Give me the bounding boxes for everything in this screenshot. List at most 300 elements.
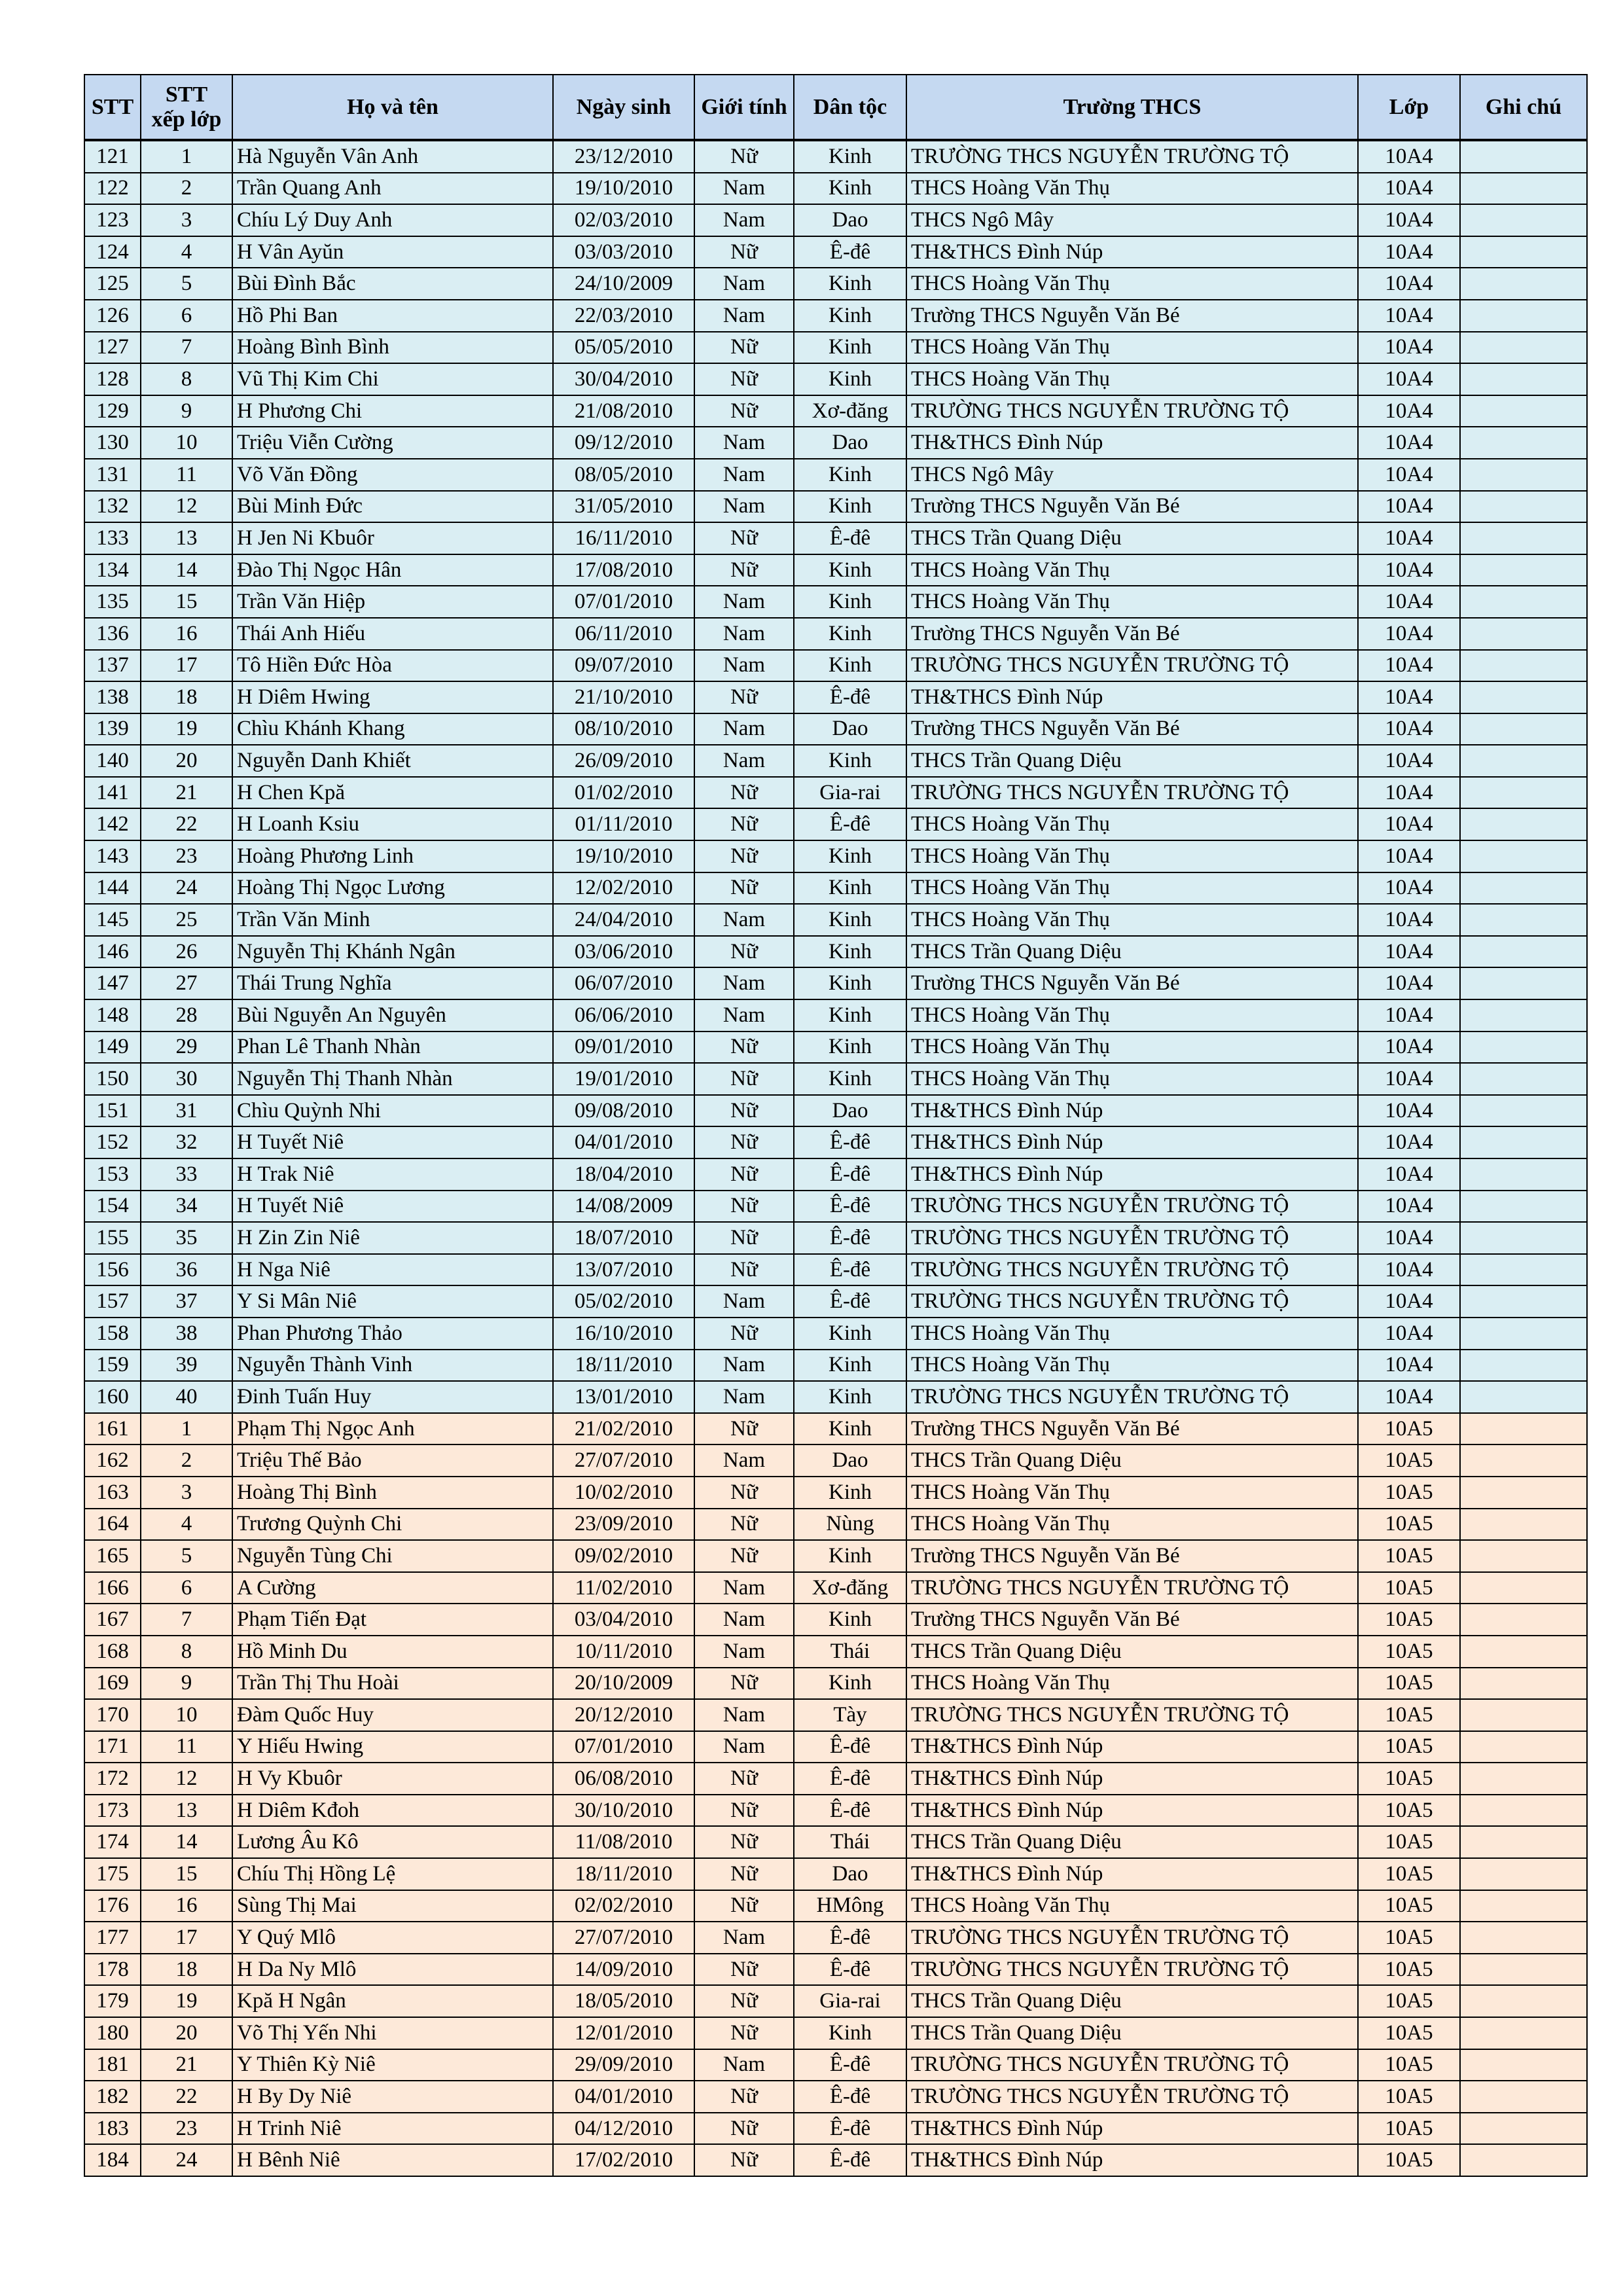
cell-lop: 10A5 xyxy=(1358,1922,1460,1954)
cell-ghi-chu xyxy=(1460,332,1587,364)
cell-ho-ten: Kpă H Ngân xyxy=(232,1985,553,2017)
header-dan-toc: Dân tộc xyxy=(794,75,906,140)
cell-ho-ten: H Vân Ayŭn xyxy=(232,236,553,268)
cell-truong-thcs: THCS Hoàng Văn Thụ xyxy=(906,872,1358,905)
header-truong-thcs: Trường THCS xyxy=(906,75,1358,140)
cell-ngay-sinh: 03/06/2010 xyxy=(553,936,694,968)
cell-stt: 141 xyxy=(84,777,141,809)
cell-ho-ten: Đào Thị Ngọc Hân xyxy=(232,554,553,586)
cell-lop: 10A4 xyxy=(1358,395,1460,427)
table-row xyxy=(84,1126,1587,1158)
cell-dan-toc: Kinh xyxy=(794,173,906,205)
cell-stt: 132 xyxy=(84,491,141,523)
table-row xyxy=(84,363,1587,395)
cell-lop: 10A5 xyxy=(1358,1763,1460,1795)
cell-gioi-tinh: Nam xyxy=(694,713,794,745)
cell-dan-toc: Kinh xyxy=(794,1063,906,1095)
cell-stt: 126 xyxy=(84,300,141,332)
cell-dan-toc: Kinh xyxy=(794,872,906,905)
cell-gioi-tinh: Nữ xyxy=(694,332,794,364)
cell-lop: 10A4 xyxy=(1358,554,1460,586)
cell-lop: 10A5 xyxy=(1358,1795,1460,1827)
cell-stt-xep-lop: 11 xyxy=(141,1731,232,1763)
cell-stt: 164 xyxy=(84,1509,141,1541)
cell-stt: 168 xyxy=(84,1636,141,1668)
cell-stt-xep-lop: 19 xyxy=(141,713,232,745)
table-row xyxy=(84,650,1587,682)
cell-lop: 10A5 xyxy=(1358,1572,1460,1604)
cell-ho-ten: Võ Thị Yến Nhi xyxy=(232,2017,553,2049)
table-row xyxy=(84,332,1587,364)
table-row xyxy=(84,300,1587,332)
cell-dan-toc: Kinh xyxy=(794,1381,906,1413)
cell-lop: 10A4 xyxy=(1358,808,1460,840)
cell-stt: 151 xyxy=(84,1095,141,1127)
table-row xyxy=(84,491,1587,523)
cell-dan-toc: Kinh xyxy=(794,618,906,650)
cell-stt-xep-lop: 4 xyxy=(141,236,232,268)
cell-stt-xep-lop: 12 xyxy=(141,491,232,523)
cell-stt: 181 xyxy=(84,2049,141,2081)
cell-stt-xep-lop: 18 xyxy=(141,681,232,713)
cell-ngay-sinh: 05/05/2010 xyxy=(553,332,694,364)
cell-truong-thcs: TRƯỜNG THCS NGUYỄN TRƯỜNG TỘ xyxy=(906,1191,1358,1223)
cell-lop: 10A4 xyxy=(1358,363,1460,395)
cell-ho-ten: Đinh Tuấn Huy xyxy=(232,1381,553,1413)
cell-stt: 150 xyxy=(84,1063,141,1095)
cell-gioi-tinh: Nữ xyxy=(694,2017,794,2049)
cell-stt: 142 xyxy=(84,808,141,840)
cell-ho-ten: Phan Lê Thanh Nhàn xyxy=(232,1031,553,1064)
cell-ngay-sinh: 19/10/2010 xyxy=(553,840,694,872)
cell-truong-thcs: THCS Trần Quang Diệu xyxy=(906,936,1358,968)
table-row xyxy=(84,1222,1587,1254)
cell-lop: 10A4 xyxy=(1358,999,1460,1031)
table-row xyxy=(84,427,1587,459)
cell-dan-toc: Ê-đê xyxy=(794,1731,906,1763)
cell-ho-ten: H Nga Niê xyxy=(232,1254,553,1286)
cell-stt: 144 xyxy=(84,872,141,905)
cell-ghi-chu xyxy=(1460,1413,1587,1445)
cell-gioi-tinh: Nam xyxy=(694,173,794,205)
cell-ho-ten: Phạm Tiến Đạt xyxy=(232,1604,553,1636)
cell-stt-xep-lop: 1 xyxy=(141,1413,232,1445)
table-row xyxy=(84,459,1587,491)
table-row xyxy=(84,2049,1587,2081)
cell-stt: 162 xyxy=(84,1444,141,1477)
cell-stt-xep-lop: 26 xyxy=(141,936,232,968)
cell-stt-xep-lop: 15 xyxy=(141,1858,232,1890)
cell-truong-thcs: TH&THCS Đình Núp xyxy=(906,1763,1358,1795)
cell-lop: 10A5 xyxy=(1358,1477,1460,1509)
cell-dan-toc: Ê-đê xyxy=(794,1254,906,1286)
cell-stt-xep-lop: 2 xyxy=(141,1444,232,1477)
cell-ngay-sinh: 06/08/2010 xyxy=(553,1763,694,1795)
table-row xyxy=(84,840,1587,872)
cell-ngay-sinh: 21/02/2010 xyxy=(553,1413,694,1445)
cell-gioi-tinh: Nam xyxy=(694,427,794,459)
cell-truong-thcs: TRƯỜNG THCS NGUYỄN TRƯỜNG TỘ xyxy=(906,1285,1358,1318)
table-row xyxy=(84,1890,1587,1922)
cell-lop: 10A4 xyxy=(1358,713,1460,745)
cell-lop: 10A4 xyxy=(1358,1318,1460,1350)
cell-stt: 175 xyxy=(84,1858,141,1890)
cell-ngay-sinh: 27/07/2010 xyxy=(553,1444,694,1477)
cell-stt-xep-lop: 14 xyxy=(141,554,232,586)
cell-ho-ten: Thái Trung Nghĩa xyxy=(232,967,553,999)
table-row xyxy=(84,1922,1587,1954)
cell-stt: 149 xyxy=(84,1031,141,1064)
cell-dan-toc: Kinh xyxy=(794,1318,906,1350)
cell-stt: 182 xyxy=(84,2081,141,2113)
cell-ghi-chu xyxy=(1460,395,1587,427)
cell-ho-ten: H Bênh Niê xyxy=(232,2144,553,2176)
cell-ngay-sinh: 23/09/2010 xyxy=(553,1509,694,1541)
cell-stt: 159 xyxy=(84,1350,141,1382)
cell-truong-thcs: TH&THCS Đình Núp xyxy=(906,681,1358,713)
cell-lop: 10A4 xyxy=(1358,745,1460,777)
cell-stt: 163 xyxy=(84,1477,141,1509)
cell-ho-ten: Chíu Thị Hồng Lệ xyxy=(232,1858,553,1890)
cell-ho-ten: Hoàng Thị Ngọc Lương xyxy=(232,872,553,905)
cell-ngay-sinh: 08/05/2010 xyxy=(553,459,694,491)
cell-lop: 10A4 xyxy=(1358,777,1460,809)
cell-ho-ten: Bùi Minh Đức xyxy=(232,491,553,523)
cell-ho-ten: Trần Thị Thu Hoài xyxy=(232,1668,553,1700)
cell-stt: 173 xyxy=(84,1795,141,1827)
cell-lop: 10A4 xyxy=(1358,140,1460,173)
table-row xyxy=(84,936,1587,968)
table-row xyxy=(84,2017,1587,2049)
table-row xyxy=(84,1668,1587,1700)
cell-truong-thcs: TH&THCS Đình Núp xyxy=(906,1126,1358,1158)
cell-lop: 10A5 xyxy=(1358,1699,1460,1731)
cell-stt-xep-lop: 38 xyxy=(141,1318,232,1350)
cell-dan-toc: Dao xyxy=(794,713,906,745)
cell-stt: 160 xyxy=(84,1381,141,1413)
header-stt-xep-lop xyxy=(141,75,232,140)
table-row xyxy=(84,1858,1587,1890)
cell-dan-toc: Kinh xyxy=(794,268,906,300)
cell-stt-xep-lop: 21 xyxy=(141,2049,232,2081)
cell-truong-thcs: TH&THCS Đình Núp xyxy=(906,2144,1358,2176)
cell-ho-ten: Hoàng Bình Bình xyxy=(232,332,553,364)
cell-dan-toc: Xơ-đăng xyxy=(794,395,906,427)
cell-truong-thcs: TRƯỜNG THCS NGUYỄN TRƯỜNG TỘ xyxy=(906,1254,1358,1286)
cell-ghi-chu xyxy=(1460,1285,1587,1318)
cell-ho-ten: Bùi Đình Bắc xyxy=(232,268,553,300)
cell-stt-xep-lop: 39 xyxy=(141,1350,232,1382)
cell-gioi-tinh: Nữ xyxy=(694,2144,794,2176)
cell-gioi-tinh: Nữ xyxy=(694,936,794,968)
cell-ghi-chu xyxy=(1460,586,1587,618)
cell-ghi-chu xyxy=(1460,1922,1587,1954)
cell-stt: 153 xyxy=(84,1158,141,1191)
cell-gioi-tinh: Nam xyxy=(694,1572,794,1604)
cell-gioi-tinh: Nữ xyxy=(694,1126,794,1158)
cell-stt: 152 xyxy=(84,1126,141,1158)
cell-ghi-chu xyxy=(1460,777,1587,809)
cell-ghi-chu xyxy=(1460,427,1587,459)
cell-truong-thcs: THCS Hoàng Văn Thụ xyxy=(906,363,1358,395)
table-row xyxy=(84,1699,1587,1731)
cell-ghi-chu xyxy=(1460,1731,1587,1763)
cell-ho-ten: H Trak Niê xyxy=(232,1158,553,1191)
cell-dan-toc: Ê-đê xyxy=(794,1285,906,1318)
cell-ho-ten: Chìu Quỳnh Nhi xyxy=(232,1095,553,1127)
cell-ngay-sinh: 26/09/2010 xyxy=(553,745,694,777)
cell-lop: 10A5 xyxy=(1358,1668,1460,1700)
table-row xyxy=(84,1350,1587,1382)
cell-ngay-sinh: 17/08/2010 xyxy=(553,554,694,586)
cell-ho-ten: Trần Văn Hiệp xyxy=(232,586,553,618)
cell-stt-xep-lop: 8 xyxy=(141,363,232,395)
cell-truong-thcs: Trường THCS Nguyễn Văn Bé xyxy=(906,1540,1358,1572)
table-row xyxy=(84,967,1587,999)
cell-dan-toc: Ê-đê xyxy=(794,1922,906,1954)
cell-gioi-tinh: Nữ xyxy=(694,2081,794,2113)
cell-gioi-tinh: Nam xyxy=(694,1285,794,1318)
cell-stt: 130 xyxy=(84,427,141,459)
cell-ghi-chu xyxy=(1460,681,1587,713)
cell-stt-xep-lop: 22 xyxy=(141,808,232,840)
table-row xyxy=(84,268,1587,300)
cell-dan-toc: Ê-đê xyxy=(794,522,906,554)
cell-dan-toc: Ê-đê xyxy=(794,681,906,713)
cell-ngay-sinh: 18/11/2010 xyxy=(553,1350,694,1382)
cell-gioi-tinh: Nam xyxy=(694,650,794,682)
cell-ghi-chu xyxy=(1460,1890,1587,1922)
cell-dan-toc: Kinh xyxy=(794,1668,906,1700)
cell-ghi-chu xyxy=(1460,554,1587,586)
cell-truong-thcs: THCS Hoàng Văn Thụ xyxy=(906,1668,1358,1700)
cell-lop: 10A4 xyxy=(1358,1031,1460,1064)
cell-stt: 166 xyxy=(84,1572,141,1604)
cell-stt-xep-lop: 17 xyxy=(141,650,232,682)
cell-ghi-chu xyxy=(1460,1763,1587,1795)
cell-ghi-chu xyxy=(1460,1826,1587,1858)
cell-lop: 10A5 xyxy=(1358,2017,1460,2049)
cell-stt-xep-lop: 9 xyxy=(141,395,232,427)
cell-lop: 10A4 xyxy=(1358,427,1460,459)
cell-truong-thcs: Trường THCS Nguyễn Văn Bé xyxy=(906,1413,1358,1445)
cell-ngay-sinh: 05/02/2010 xyxy=(553,1285,694,1318)
cell-ho-ten: H Tuyết Niê xyxy=(232,1191,553,1223)
header-lop: Lớp xyxy=(1358,75,1460,140)
student-list-table xyxy=(84,74,1588,2177)
cell-ghi-chu xyxy=(1460,1509,1587,1541)
cell-dan-toc: Tày xyxy=(794,1699,906,1731)
cell-dan-toc: Kinh xyxy=(794,650,906,682)
header-ngay-sinh: Ngày sinh xyxy=(553,75,694,140)
cell-truong-thcs: THCS Hoàng Văn Thụ xyxy=(906,173,1358,205)
cell-dan-toc: Kinh xyxy=(794,1350,906,1382)
cell-ghi-chu xyxy=(1460,872,1587,905)
cell-lop: 10A4 xyxy=(1358,681,1460,713)
cell-ngay-sinh: 04/12/2010 xyxy=(553,2113,694,2145)
cell-ghi-chu xyxy=(1460,967,1587,999)
cell-stt: 177 xyxy=(84,1922,141,1954)
header-ghi-chu: Ghi chú xyxy=(1460,75,1587,140)
cell-lop: 10A5 xyxy=(1358,1636,1460,1668)
cell-ghi-chu xyxy=(1460,522,1587,554)
cell-ngay-sinh: 09/02/2010 xyxy=(553,1540,694,1572)
cell-gioi-tinh: Nam xyxy=(694,459,794,491)
cell-truong-thcs: TRƯỜNG THCS NGUYỄN TRƯỜNG TỘ xyxy=(906,1572,1358,1604)
cell-lop: 10A5 xyxy=(1358,2049,1460,2081)
cell-ghi-chu xyxy=(1460,1604,1587,1636)
cell-ho-ten: H Diêm Kđoh xyxy=(232,1795,553,1827)
cell-truong-thcs: TH&THCS Đình Núp xyxy=(906,427,1358,459)
cell-stt-xep-lop: 10 xyxy=(141,1699,232,1731)
cell-gioi-tinh: Nam xyxy=(694,204,794,236)
cell-ghi-chu xyxy=(1460,2081,1587,2113)
cell-ho-ten: H By Dy Niê xyxy=(232,2081,553,2113)
cell-stt-xep-lop: 7 xyxy=(141,332,232,364)
cell-gioi-tinh: Nam xyxy=(694,904,794,936)
cell-stt: 147 xyxy=(84,967,141,999)
cell-dan-toc: Ê-đê xyxy=(794,1795,906,1827)
cell-ghi-chu xyxy=(1460,300,1587,332)
cell-truong-thcs: Trường THCS Nguyễn Văn Bé xyxy=(906,618,1358,650)
cell-ho-ten: Nguyễn Thành Vinh xyxy=(232,1350,553,1382)
cell-ngay-sinh: 31/05/2010 xyxy=(553,491,694,523)
cell-lop: 10A5 xyxy=(1358,1731,1460,1763)
table-row xyxy=(84,999,1587,1031)
cell-lop: 10A4 xyxy=(1358,459,1460,491)
cell-truong-thcs: THCS Trần Quang Diệu xyxy=(906,1444,1358,1477)
cell-dan-toc: Ê-đê xyxy=(794,2113,906,2145)
cell-stt-xep-lop: 19 xyxy=(141,1985,232,2017)
cell-ngay-sinh: 17/02/2010 xyxy=(553,2144,694,2176)
cell-ngay-sinh: 23/12/2010 xyxy=(553,140,694,173)
cell-stt: 122 xyxy=(84,173,141,205)
cell-stt-xep-lop: 40 xyxy=(141,1381,232,1413)
cell-ho-ten: Nguyễn Thị Khánh Ngân xyxy=(232,936,553,968)
cell-dan-toc: Ê-đê xyxy=(794,2081,906,2113)
cell-lop: 10A4 xyxy=(1358,618,1460,650)
cell-ghi-chu xyxy=(1460,236,1587,268)
cell-ghi-chu xyxy=(1460,936,1587,968)
table-header xyxy=(84,75,1587,140)
cell-stt-xep-lop: 13 xyxy=(141,1795,232,1827)
cell-gioi-tinh: Nam xyxy=(694,1731,794,1763)
table-row xyxy=(84,1985,1587,2017)
table-row xyxy=(84,1763,1587,1795)
cell-stt-xep-lop: 12 xyxy=(141,1763,232,1795)
cell-ghi-chu xyxy=(1460,1985,1587,2017)
cell-ghi-chu xyxy=(1460,1254,1587,1286)
cell-dan-toc: Kinh xyxy=(794,491,906,523)
table-row xyxy=(84,904,1587,936)
table-row xyxy=(84,618,1587,650)
cell-ngay-sinh: 12/02/2010 xyxy=(553,872,694,905)
table-row xyxy=(84,1826,1587,1858)
cell-dan-toc: Kinh xyxy=(794,459,906,491)
cell-ngay-sinh: 18/11/2010 xyxy=(553,1858,694,1890)
cell-lop: 10A4 xyxy=(1358,1254,1460,1286)
cell-ghi-chu xyxy=(1460,1699,1587,1731)
cell-dan-toc: Kinh xyxy=(794,554,906,586)
table-row xyxy=(84,1795,1587,1827)
header-ho-ten: Họ và tên xyxy=(232,75,553,140)
cell-stt-xep-lop: 5 xyxy=(141,1540,232,1572)
cell-truong-thcs: TH&THCS Đình Núp xyxy=(906,1731,1358,1763)
cell-stt-xep-lop: 13 xyxy=(141,522,232,554)
cell-ghi-chu xyxy=(1460,1158,1587,1191)
cell-gioi-tinh: Nam xyxy=(694,618,794,650)
table-row xyxy=(84,140,1587,173)
cell-lop: 10A5 xyxy=(1358,1985,1460,2017)
cell-dan-toc: Kinh xyxy=(794,1413,906,1445)
cell-ho-ten: H Phương Chi xyxy=(232,395,553,427)
cell-dan-toc: Ê-đê xyxy=(794,1954,906,1986)
cell-dan-toc: Kinh xyxy=(794,904,906,936)
cell-stt: 176 xyxy=(84,1890,141,1922)
cell-ngay-sinh: 18/04/2010 xyxy=(553,1158,694,1191)
cell-gioi-tinh: Nam xyxy=(694,1636,794,1668)
cell-dan-toc: Kinh xyxy=(794,363,906,395)
cell-stt: 145 xyxy=(84,904,141,936)
cell-truong-thcs: Trường THCS Nguyễn Văn Bé xyxy=(906,491,1358,523)
header-gioi-tinh: Giới tính xyxy=(694,75,794,140)
cell-stt-xep-lop: 14 xyxy=(141,1826,232,1858)
cell-stt: 129 xyxy=(84,395,141,427)
cell-dan-toc: Xơ-đăng xyxy=(794,1572,906,1604)
cell-ngay-sinh: 18/05/2010 xyxy=(553,1985,694,2017)
cell-stt: 165 xyxy=(84,1540,141,1572)
cell-gioi-tinh: Nữ xyxy=(694,1191,794,1223)
cell-truong-thcs: Trường THCS Nguyễn Văn Bé xyxy=(906,300,1358,332)
cell-stt-xep-lop: 23 xyxy=(141,2113,232,2145)
cell-stt-xep-lop: 20 xyxy=(141,745,232,777)
cell-lop: 10A4 xyxy=(1358,840,1460,872)
table-row xyxy=(84,1381,1587,1413)
cell-ngay-sinh: 20/12/2010 xyxy=(553,1699,694,1731)
cell-ngay-sinh: 11/08/2010 xyxy=(553,1826,694,1858)
cell-lop: 10A4 xyxy=(1358,1350,1460,1382)
cell-ho-ten: A Cường xyxy=(232,1572,553,1604)
cell-stt: 140 xyxy=(84,745,141,777)
cell-ho-ten: Đàm Quốc Huy xyxy=(232,1699,553,1731)
cell-ngay-sinh: 08/10/2010 xyxy=(553,713,694,745)
cell-stt-xep-lop: 28 xyxy=(141,999,232,1031)
cell-ghi-chu xyxy=(1460,1191,1587,1223)
header-row xyxy=(84,75,1587,140)
cell-ho-ten: Hoàng Phương Linh xyxy=(232,840,553,872)
cell-dan-toc: Dao xyxy=(794,1444,906,1477)
cell-truong-thcs: THCS Ngô Mây xyxy=(906,459,1358,491)
cell-stt: 170 xyxy=(84,1699,141,1731)
cell-stt-xep-lop: 24 xyxy=(141,2144,232,2176)
table-row xyxy=(84,1540,1587,1572)
cell-ghi-chu xyxy=(1460,1444,1587,1477)
cell-gioi-tinh: Nữ xyxy=(694,1795,794,1827)
cell-dan-toc: Ê-đê xyxy=(794,1191,906,1223)
cell-ghi-chu xyxy=(1460,1031,1587,1064)
cell-ngay-sinh: 13/07/2010 xyxy=(553,1254,694,1286)
cell-truong-thcs: THCS Hoàng Văn Thụ xyxy=(906,1350,1358,1382)
cell-ngay-sinh: 14/08/2009 xyxy=(553,1191,694,1223)
cell-stt-xep-lop: 23 xyxy=(141,840,232,872)
cell-ngay-sinh: 03/04/2010 xyxy=(553,1604,694,1636)
table-row xyxy=(84,1031,1587,1064)
cell-truong-thcs: TH&THCS Đình Núp xyxy=(906,236,1358,268)
cell-truong-thcs: TRƯỜNG THCS NGUYỄN TRƯỜNG TỘ xyxy=(906,1954,1358,1986)
cell-gioi-tinh: Nữ xyxy=(694,1063,794,1095)
cell-lop: 10A5 xyxy=(1358,1890,1460,1922)
cell-lop: 10A4 xyxy=(1358,586,1460,618)
